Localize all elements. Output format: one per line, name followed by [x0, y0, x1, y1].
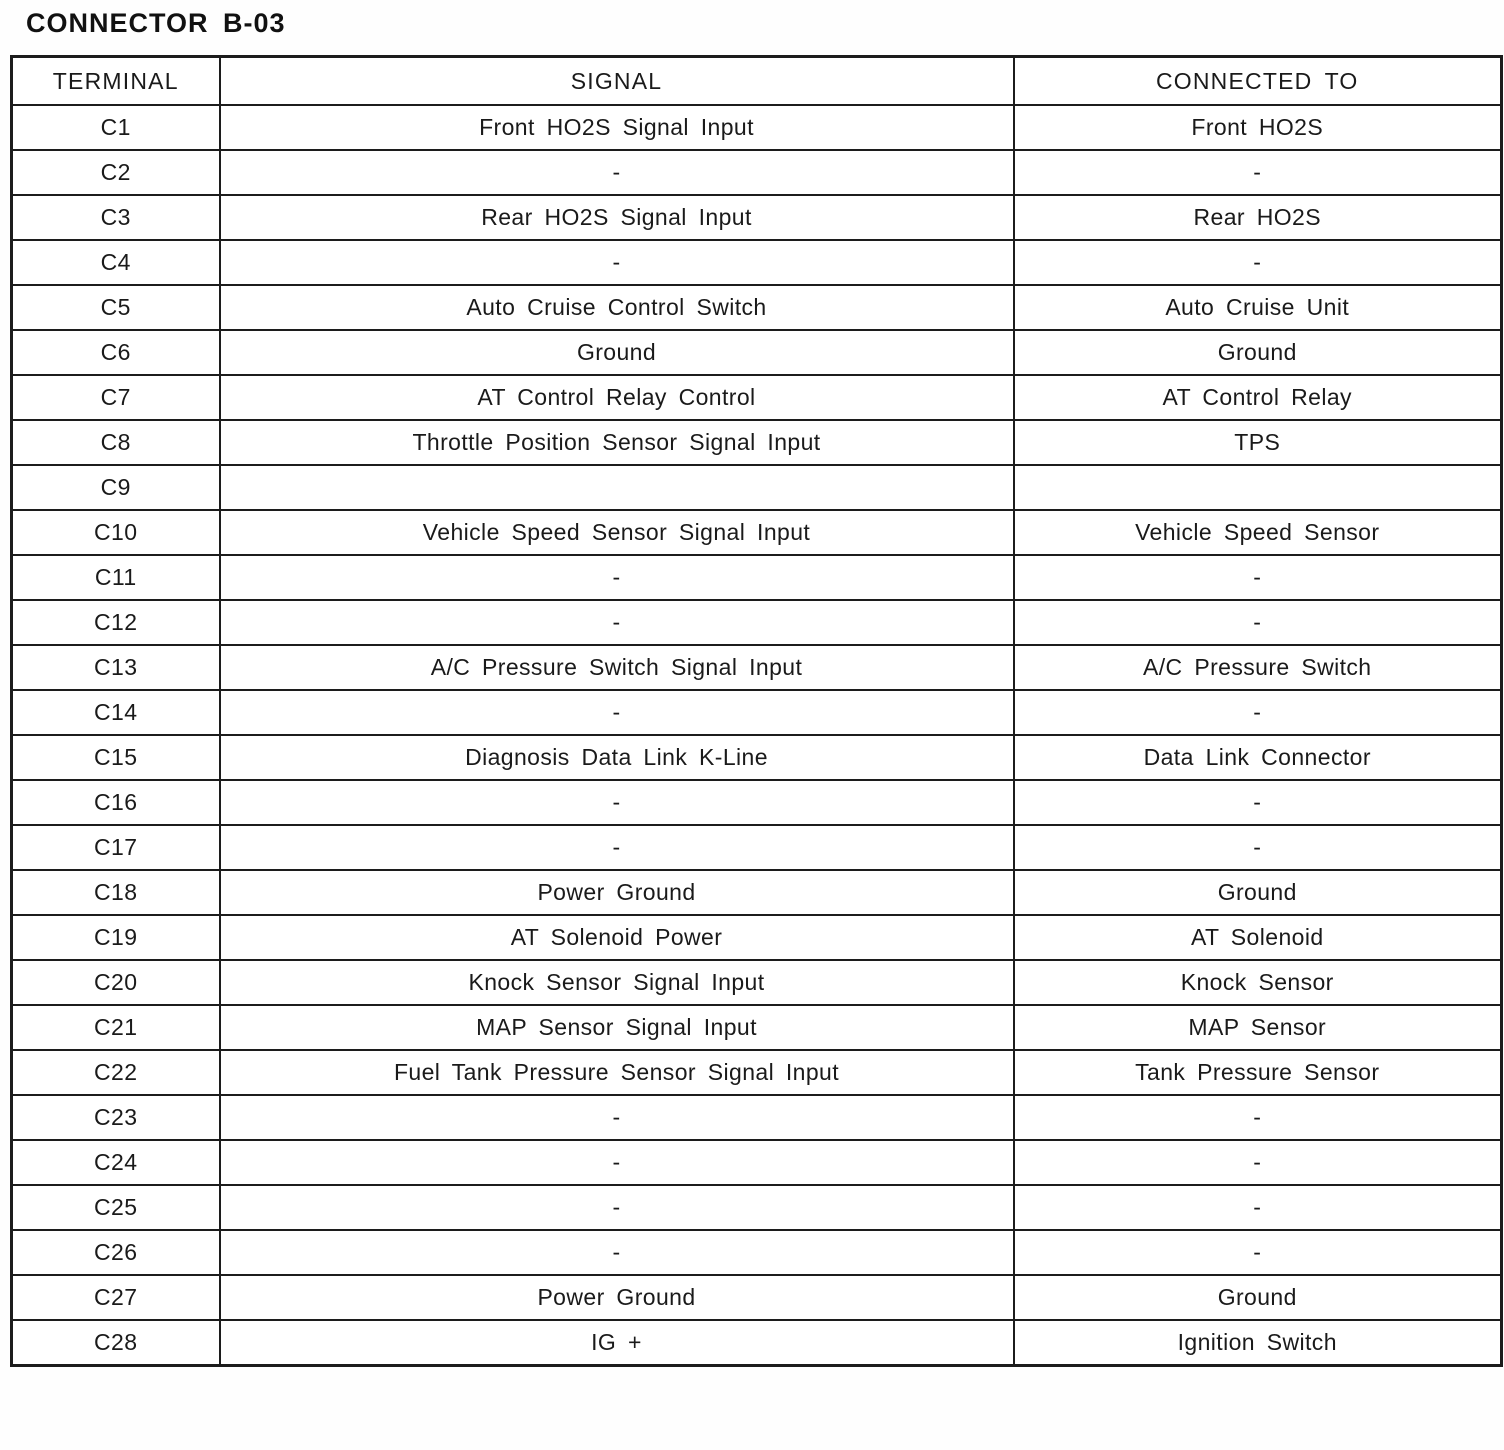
terminal-cell: C14: [12, 690, 220, 735]
connected-to-column-header: CONNECTED TO: [1014, 57, 1502, 106]
connected-to-cell: Ground: [1014, 330, 1502, 375]
signal-cell: -: [220, 690, 1014, 735]
connected-to-cell: -: [1014, 780, 1502, 825]
table-row: [12, 1230, 1502, 1275]
signal-cell: [220, 465, 1014, 510]
signal-cell: -: [220, 780, 1014, 825]
signal-cell: -: [220, 150, 1014, 195]
signal-cell: A/C Pressure Switch Signal Input: [220, 645, 1014, 690]
connector-table-body: [12, 105, 1502, 1366]
signal-cell: Power Ground: [220, 870, 1014, 915]
terminal-cell: C10: [12, 510, 220, 555]
terminal-cell: C8: [12, 420, 220, 465]
table-row: [12, 1095, 1502, 1140]
signal-cell: -: [220, 240, 1014, 285]
table-row: [12, 285, 1502, 330]
terminal-cell: C26: [12, 1230, 220, 1275]
connected-to-cell: Data Link Connector: [1014, 735, 1502, 780]
terminal-cell: C25: [12, 1185, 220, 1230]
terminal-cell: C13: [12, 645, 220, 690]
terminal-cell: C3: [12, 195, 220, 240]
page-title: CONNECTOR B-03: [26, 8, 286, 38]
connected-to-cell: -: [1014, 600, 1502, 645]
table-row: [12, 870, 1502, 915]
signal-cell: Throttle Position Sensor Signal Input: [220, 420, 1014, 465]
terminal-cell: C11: [12, 555, 220, 600]
connected-to-cell: [1014, 465, 1502, 510]
signal-cell: Front HO2S Signal Input: [220, 105, 1014, 150]
table-row: [12, 510, 1502, 555]
table-row: [12, 195, 1502, 240]
table-row: [12, 1185, 1502, 1230]
connected-to-cell: -: [1014, 1230, 1502, 1275]
signal-cell: -: [220, 555, 1014, 600]
table-row: [12, 330, 1502, 375]
terminal-cell: C12: [12, 600, 220, 645]
table-row: [12, 150, 1502, 195]
terminal-cell: C7: [12, 375, 220, 420]
terminal-cell: C16: [12, 780, 220, 825]
table-row: [12, 690, 1502, 735]
connected-to-cell: -: [1014, 825, 1502, 870]
signal-cell: Diagnosis Data Link K-Line: [220, 735, 1014, 780]
table-row: [12, 555, 1502, 600]
signal-cell: Vehicle Speed Sensor Signal Input: [220, 510, 1014, 555]
terminal-cell: C2: [12, 150, 220, 195]
terminal-cell: C9: [12, 465, 220, 510]
connected-to-cell: AT Control Relay: [1014, 375, 1502, 420]
connected-to-cell: Ground: [1014, 870, 1502, 915]
connected-to-cell: -: [1014, 555, 1502, 600]
table-row: [12, 960, 1502, 1005]
signal-cell: -: [220, 1230, 1014, 1275]
connected-to-cell: Ground: [1014, 1275, 1502, 1320]
terminal-cell: C24: [12, 1140, 220, 1185]
connected-to-cell: Front HO2S: [1014, 105, 1502, 150]
signal-cell: Rear HO2S Signal Input: [220, 195, 1014, 240]
signal-cell: Ground: [220, 330, 1014, 375]
table-row: [12, 420, 1502, 465]
table-row: [12, 600, 1502, 645]
signal-cell: AT Control Relay Control: [220, 375, 1014, 420]
connector-pinout-table: [10, 55, 1503, 1367]
terminal-cell: C1: [12, 105, 220, 150]
terminal-column-header: TERMINAL: [12, 57, 220, 106]
table-row: [12, 735, 1502, 780]
table-row: [12, 1275, 1502, 1320]
table-row: [12, 825, 1502, 870]
connected-to-cell: Rear HO2S: [1014, 195, 1502, 240]
table-row: [12, 645, 1502, 690]
terminal-cell: C28: [12, 1320, 220, 1366]
table-header-row: [12, 57, 1502, 106]
terminal-cell: C15: [12, 735, 220, 780]
table-row: [12, 375, 1502, 420]
signal-cell: -: [220, 1095, 1014, 1140]
signal-cell: Fuel Tank Pressure Sensor Signal Input: [220, 1050, 1014, 1095]
connected-to-cell: -: [1014, 690, 1502, 735]
terminal-cell: C5: [12, 285, 220, 330]
connected-to-cell: Ignition Switch: [1014, 1320, 1502, 1366]
table-row: [12, 1005, 1502, 1050]
signal-cell: -: [220, 1185, 1014, 1230]
table-row: [12, 1320, 1502, 1366]
signal-cell: IG +: [220, 1320, 1014, 1366]
terminal-cell: C19: [12, 915, 220, 960]
signal-cell: Knock Sensor Signal Input: [220, 960, 1014, 1005]
signal-column-header: SIGNAL: [220, 57, 1014, 106]
connected-to-cell: -: [1014, 1185, 1502, 1230]
connected-to-cell: Knock Sensor: [1014, 960, 1502, 1005]
connected-to-cell: -: [1014, 240, 1502, 285]
connected-to-cell: Vehicle Speed Sensor: [1014, 510, 1502, 555]
terminal-cell: C27: [12, 1275, 220, 1320]
table-row: [12, 105, 1502, 150]
signal-cell: -: [220, 1140, 1014, 1185]
connected-to-cell: -: [1014, 1140, 1502, 1185]
terminal-cell: C18: [12, 870, 220, 915]
signal-cell: Power Ground: [220, 1275, 1014, 1320]
table-row: [12, 1140, 1502, 1185]
connected-to-cell: -: [1014, 150, 1502, 195]
connected-to-cell: MAP Sensor: [1014, 1005, 1502, 1050]
signal-cell: AT Solenoid Power: [220, 915, 1014, 960]
connected-to-cell: AT Solenoid: [1014, 915, 1502, 960]
table-row: [12, 465, 1502, 510]
terminal-cell: C6: [12, 330, 220, 375]
terminal-cell: C21: [12, 1005, 220, 1050]
connected-to-cell: A/C Pressure Switch: [1014, 645, 1502, 690]
connected-to-cell: -: [1014, 1095, 1502, 1140]
terminal-cell: C22: [12, 1050, 220, 1095]
terminal-cell: C23: [12, 1095, 220, 1140]
signal-cell: -: [220, 600, 1014, 645]
signal-cell: -: [220, 825, 1014, 870]
signal-cell: Auto Cruise Control Switch: [220, 285, 1014, 330]
table-row: [12, 240, 1502, 285]
table-row: [12, 780, 1502, 825]
connected-to-cell: Auto Cruise Unit: [1014, 285, 1502, 330]
connected-to-cell: Tank Pressure Sensor: [1014, 1050, 1502, 1095]
terminal-cell: C4: [12, 240, 220, 285]
signal-cell: MAP Sensor Signal Input: [220, 1005, 1014, 1050]
connected-to-cell: TPS: [1014, 420, 1502, 465]
table-row: [12, 1050, 1502, 1095]
table-row: [12, 915, 1502, 960]
terminal-cell: C20: [12, 960, 220, 1005]
terminal-cell: C17: [12, 825, 220, 870]
